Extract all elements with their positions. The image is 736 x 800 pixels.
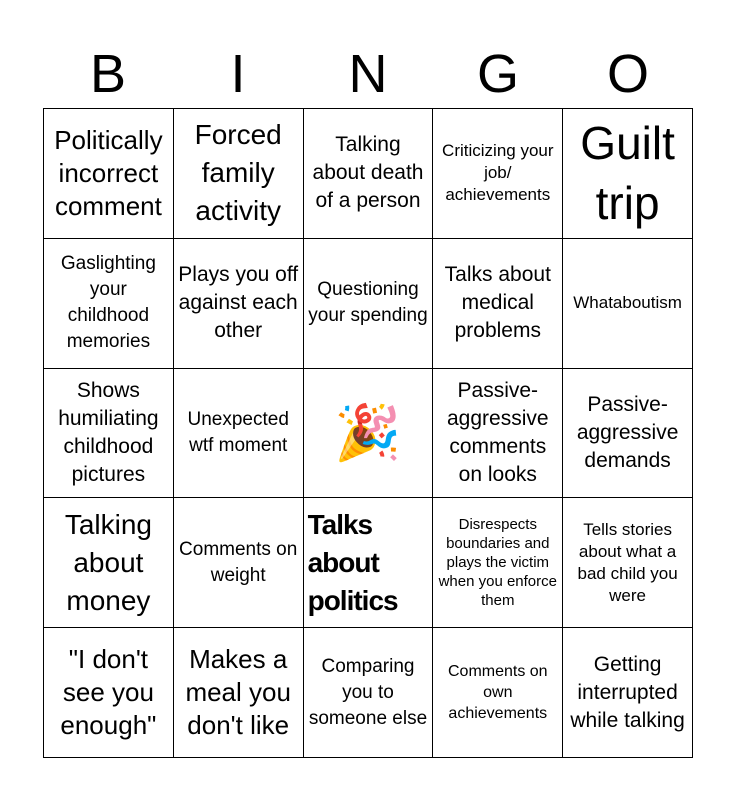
cell-text: Questioning your spending — [308, 279, 428, 327]
cell-text: Tells stories about what a bad child you were — [577, 519, 678, 605]
bingo-cell[interactable] — [563, 239, 693, 369]
bingo-header — [43, 40, 693, 108]
bingo-cell[interactable] — [304, 239, 434, 369]
cell-text: Makes a meal you don't like — [185, 644, 291, 741]
bingo-cell[interactable] — [433, 628, 563, 758]
cell-text: Disrespects boundaries and plays the victim when you enforce them — [438, 516, 557, 610]
bingo-cell[interactable] — [44, 109, 174, 239]
cell-text: Passive-aggressive comments on looks — [447, 378, 549, 486]
bingo-cell[interactable] — [44, 239, 174, 369]
cell-text: Plays you off against each other — [178, 263, 299, 343]
bingo-cell[interactable] — [174, 369, 304, 499]
party-popper-icon: 🎉 — [334, 402, 402, 463]
cell-text: Politically incorrect comment — [54, 124, 163, 221]
cell-text: Guilt trip — [580, 117, 675, 230]
cell-text: Unexpected wtf moment — [187, 408, 289, 456]
bingo-cell[interactable] — [44, 628, 174, 758]
bingo-cell[interactable] — [433, 109, 563, 239]
bingo-cell[interactable] — [304, 109, 434, 239]
bingo-cell[interactable] — [304, 628, 434, 758]
header-letter-n: N — [348, 44, 388, 104]
bingo-cell[interactable] — [174, 628, 304, 758]
bingo-cell[interactable] — [563, 109, 693, 239]
bingo-cell[interactable] — [44, 369, 174, 499]
cell-text: Talks about politics — [307, 508, 398, 616]
cell-text: Shows humiliating childhood pictures — [58, 378, 159, 486]
cell-text: "I don't see you enough" — [60, 644, 157, 741]
bingo-cell[interactable] — [433, 369, 563, 499]
cell-text: Talking about death of a person — [312, 133, 424, 213]
header-letter-b: B — [89, 44, 127, 104]
cell-text: Comments on weight — [179, 538, 298, 586]
bingo-cell[interactable] — [433, 498, 563, 628]
bingo-cell[interactable] — [174, 498, 304, 628]
cell-text: Talking about money — [64, 508, 152, 616]
cell-text: Forced family activity — [194, 119, 282, 227]
cell-text: Gaslighting your childhood memories — [60, 253, 156, 353]
bingo-cell[interactable] — [563, 498, 693, 628]
header-letter-i: I — [230, 44, 246, 104]
cell-text: Criticizing your job/ achievements — [442, 141, 554, 205]
cell-text: Getting interrupted while talking — [570, 652, 685, 732]
bingo-cell[interactable] — [44, 498, 174, 628]
bingo-cell[interactable] — [174, 239, 304, 369]
bingo-grid — [43, 108, 693, 758]
cell-text: Passive-aggressive demands — [576, 392, 679, 472]
header-letter-o: O — [606, 44, 649, 104]
bingo-cell[interactable] — [174, 109, 304, 239]
cell-text: Whataboutism — [573, 293, 682, 313]
header-letter-g: G — [476, 44, 519, 104]
cell-text: Comments on own achievements — [447, 663, 548, 723]
bingo-cell[interactable] — [563, 628, 693, 758]
cell-text: Talks about medical problems — [444, 263, 551, 343]
bingo-cell[interactable] — [304, 498, 434, 628]
bingo-cell[interactable] — [433, 239, 563, 369]
cell-text: Comparing you to someone else — [308, 655, 428, 729]
free-space-cell[interactable] — [304, 369, 434, 499]
bingo-cell[interactable] — [563, 369, 693, 499]
